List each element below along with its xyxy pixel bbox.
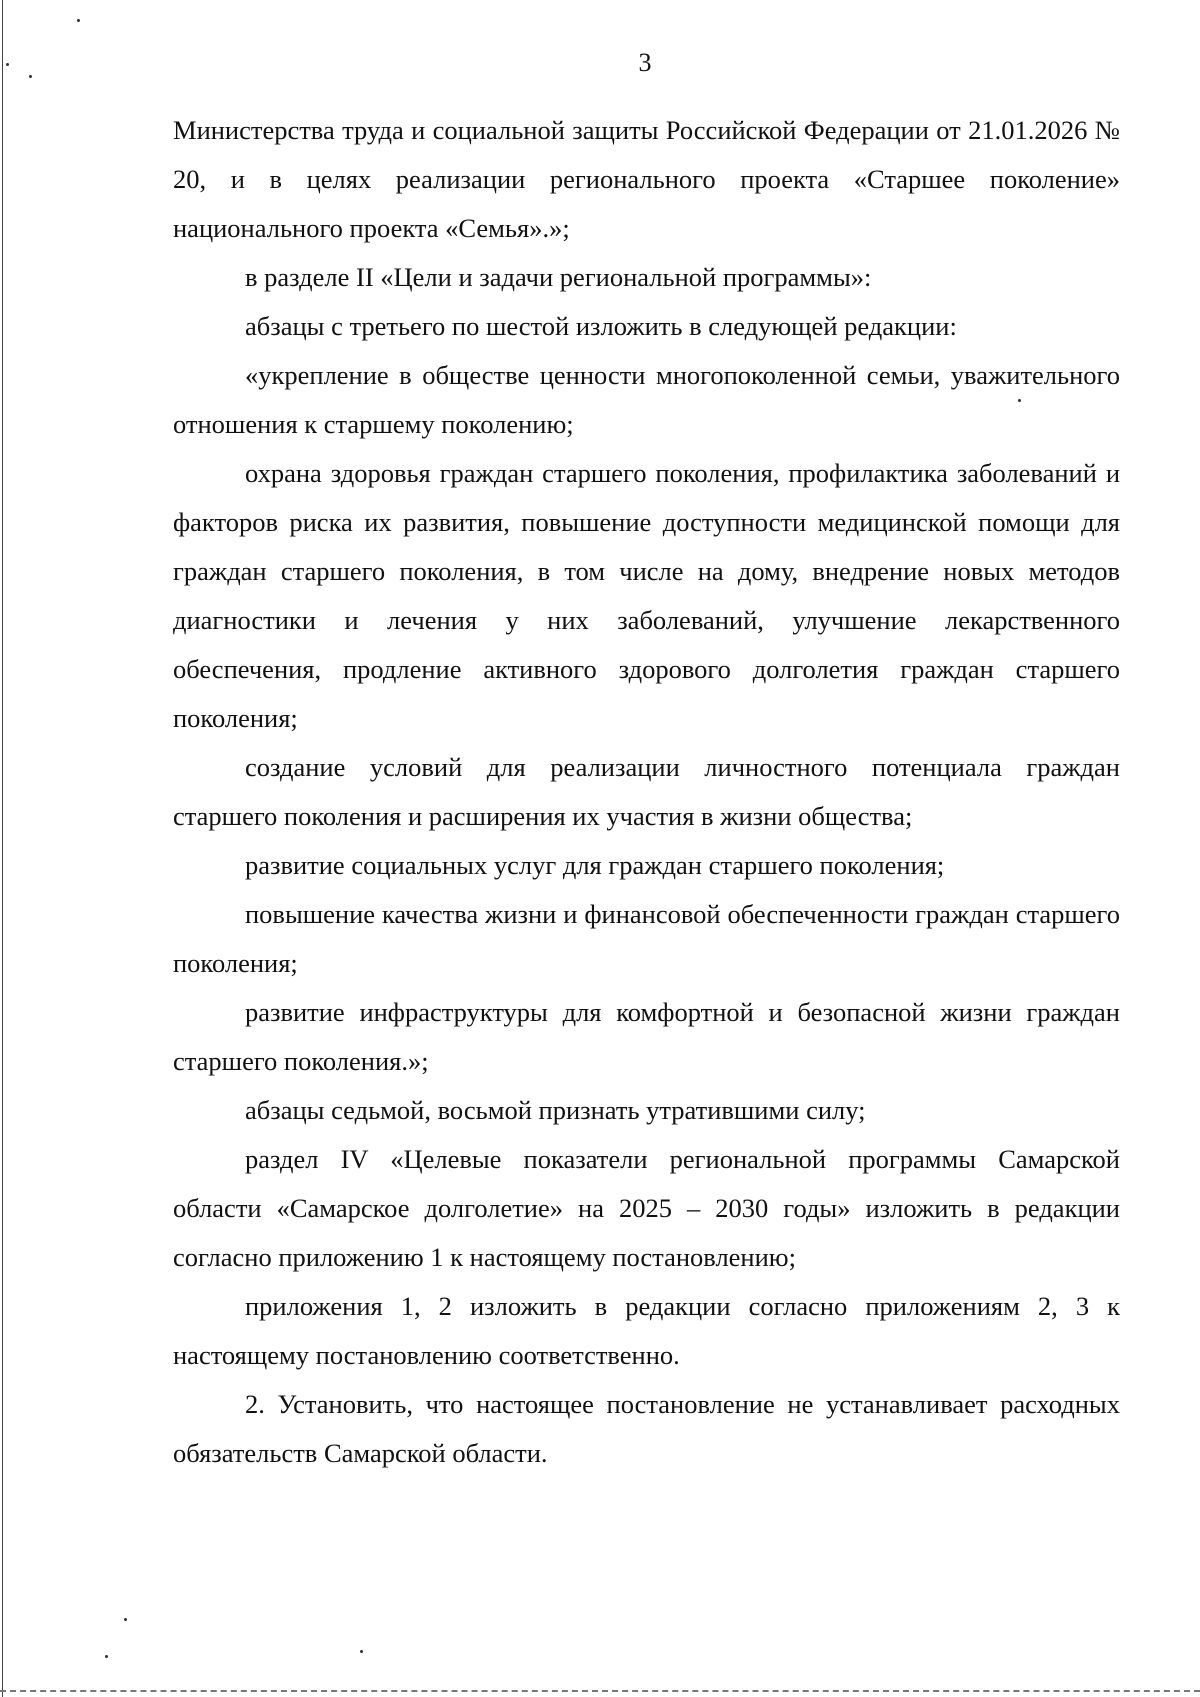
paragraph-health-protection: охрана здоровья граждан старшего поколения, профилактика заболеваний и факторов риска их развития, повышение доступности медицинской помощи для граждан старшего поколения, в том числе на дому, внедрение новых методов диагностики и лечения у них заболеваний, улучшение лекарственного обеспечения, продление активного здорового долголетия граждан старшего поколения;: [173, 458, 1120, 733]
paragraph-section-iv: раздел IV «Целевые показатели региональной программы Самарской области «Самарское долголетие» на 2025 – 2030 годы» изложить в редакции согласно приложению 1 к настоящему постановлению;: [173, 1144, 1120, 1272]
scan-speck: [124, 1618, 127, 1621]
scan-speck: [77, 19, 80, 22]
document-body: [173, 106, 1120, 1478]
page-left-edge: [2, 0, 3, 1697]
paragraph-ministry-reference: Министерства труда и социальной защиты Российской Федерации от 21.01.2026 № 20, и в целях реализации регионального проекта «Старшее поколение» национального проекта «Семья».»;: [173, 115, 1120, 243]
paragraph-section-ii: в разделе II «Цели и задачи региональной программы»:: [245, 262, 872, 292]
paragraph-infrastructure: развитие инфраструктуры для комфортной и безопасной жизни граждан старшего поколения.»;: [173, 997, 1120, 1076]
page-bottom-edge: [0, 1690, 1200, 1692]
paragraph-appendices: приложения 1, 2 изложить в редакции согласно приложениям 2, 3 к настоящему постановлению соответственно.: [173, 1291, 1120, 1370]
scan-speck: [105, 1655, 108, 1658]
paragraph-replace-abzacy: абзацы с третьего по шестой изложить в следующей редакции:: [245, 311, 957, 341]
paragraph-personal-potential: создание условий для реализации личностного потенциала граждан старшего поколения и расширения их участия в жизни общества;: [173, 752, 1120, 831]
paragraph-invalidated: абзацы седьмой, восьмой признать утратившими силу;: [245, 1095, 866, 1125]
paragraph-family-values: «укрепление в обществе ценности многопоколенной семьи, уважительного отношения к старшему поколению;: [173, 360, 1120, 439]
paragraph-clause-2: 2. Установить, что настоящее постановление не устанавливает расходных обязательств Самарской области.: [173, 1389, 1120, 1468]
paragraph-quality-of-life: повышение качества жизни и финансовой обеспеченности граждан старшего поколения;: [173, 899, 1120, 978]
page-number: 3: [638, 48, 652, 77]
scan-speck: [360, 1650, 363, 1653]
paragraph-social-services: развитие социальных услуг для граждан старшего поколения;: [245, 850, 945, 880]
